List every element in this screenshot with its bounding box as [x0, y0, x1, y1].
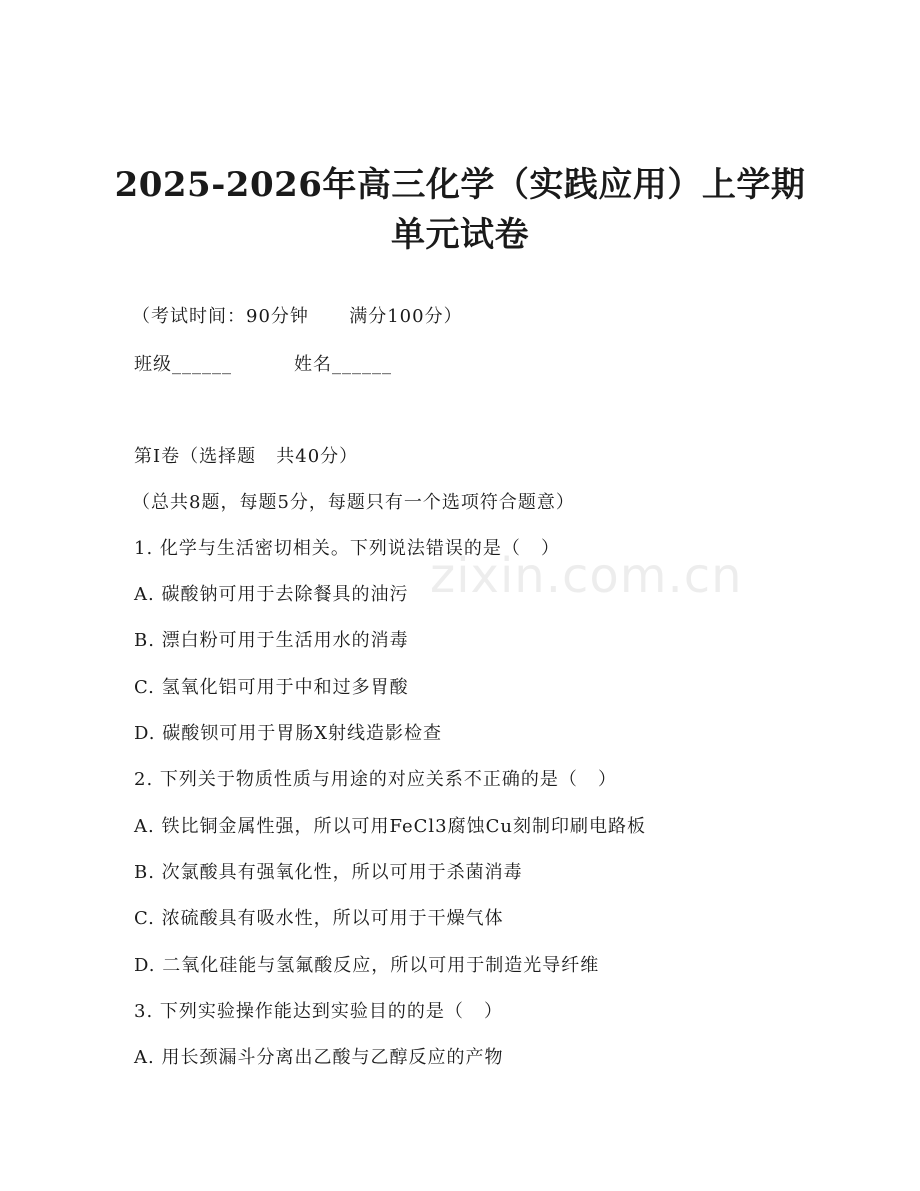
exam-title-line-1: 2025-2026年高三化学（实践应用）上学期 — [114, 165, 806, 205]
section-instructions: （总共8题，每题5分，每题只有一个选项符合题意） — [132, 492, 575, 513]
exam-info: （考试时间：90分钟 满分100分） — [132, 306, 463, 327]
question-2-stem: 2. 下列关于物质性质与用途的对应关系不正确的是（ ） — [134, 769, 618, 790]
watermark: zixin.com.cn — [430, 548, 743, 604]
section-heading: 第Ⅰ卷（选择题 共40分） — [134, 446, 359, 467]
question-3-option-a: A. 用长颈漏斗分离出乙酸与乙醇反应的产物 — [134, 1047, 504, 1068]
class-field: 班级______ — [134, 354, 232, 375]
question-1-option-c: C. 氢氧化铝可用于中和过多胃酸 — [134, 677, 409, 698]
question-2-option-a: A. 铁比铜金属性强，所以可用FeCl3腐蚀Cu刻制印刷电路板 — [134, 816, 646, 837]
question-2-option-c: C. 浓硫酸具有吸水性，所以可用于干燥气体 — [134, 908, 504, 929]
question-3-stem: 3. 下列实验操作能达到实验目的的是（ ） — [134, 1001, 504, 1022]
question-2-option-d: D. 二氧化硅能与氢氟酸反应，所以可用于制造光导纤维 — [134, 955, 600, 976]
question-1-stem: 1. 化学与生活密切相关。下列说法错误的是（ ） — [134, 538, 561, 559]
question-1-option-b: B. 漂白粉可用于生活用水的消毒 — [134, 630, 409, 651]
question-1-option-a: A. 碳酸钠可用于去除餐具的油污 — [134, 584, 409, 605]
question-2-option-b: B. 次氯酸具有强氧化性，所以可用于杀菌消毒 — [134, 862, 523, 883]
name-field: 姓名______ — [294, 354, 392, 375]
exam-title-line-2: 单元试卷 — [391, 215, 529, 255]
question-1-option-d: D. 碳酸钡可用于胃肠X射线造影检查 — [134, 723, 443, 744]
